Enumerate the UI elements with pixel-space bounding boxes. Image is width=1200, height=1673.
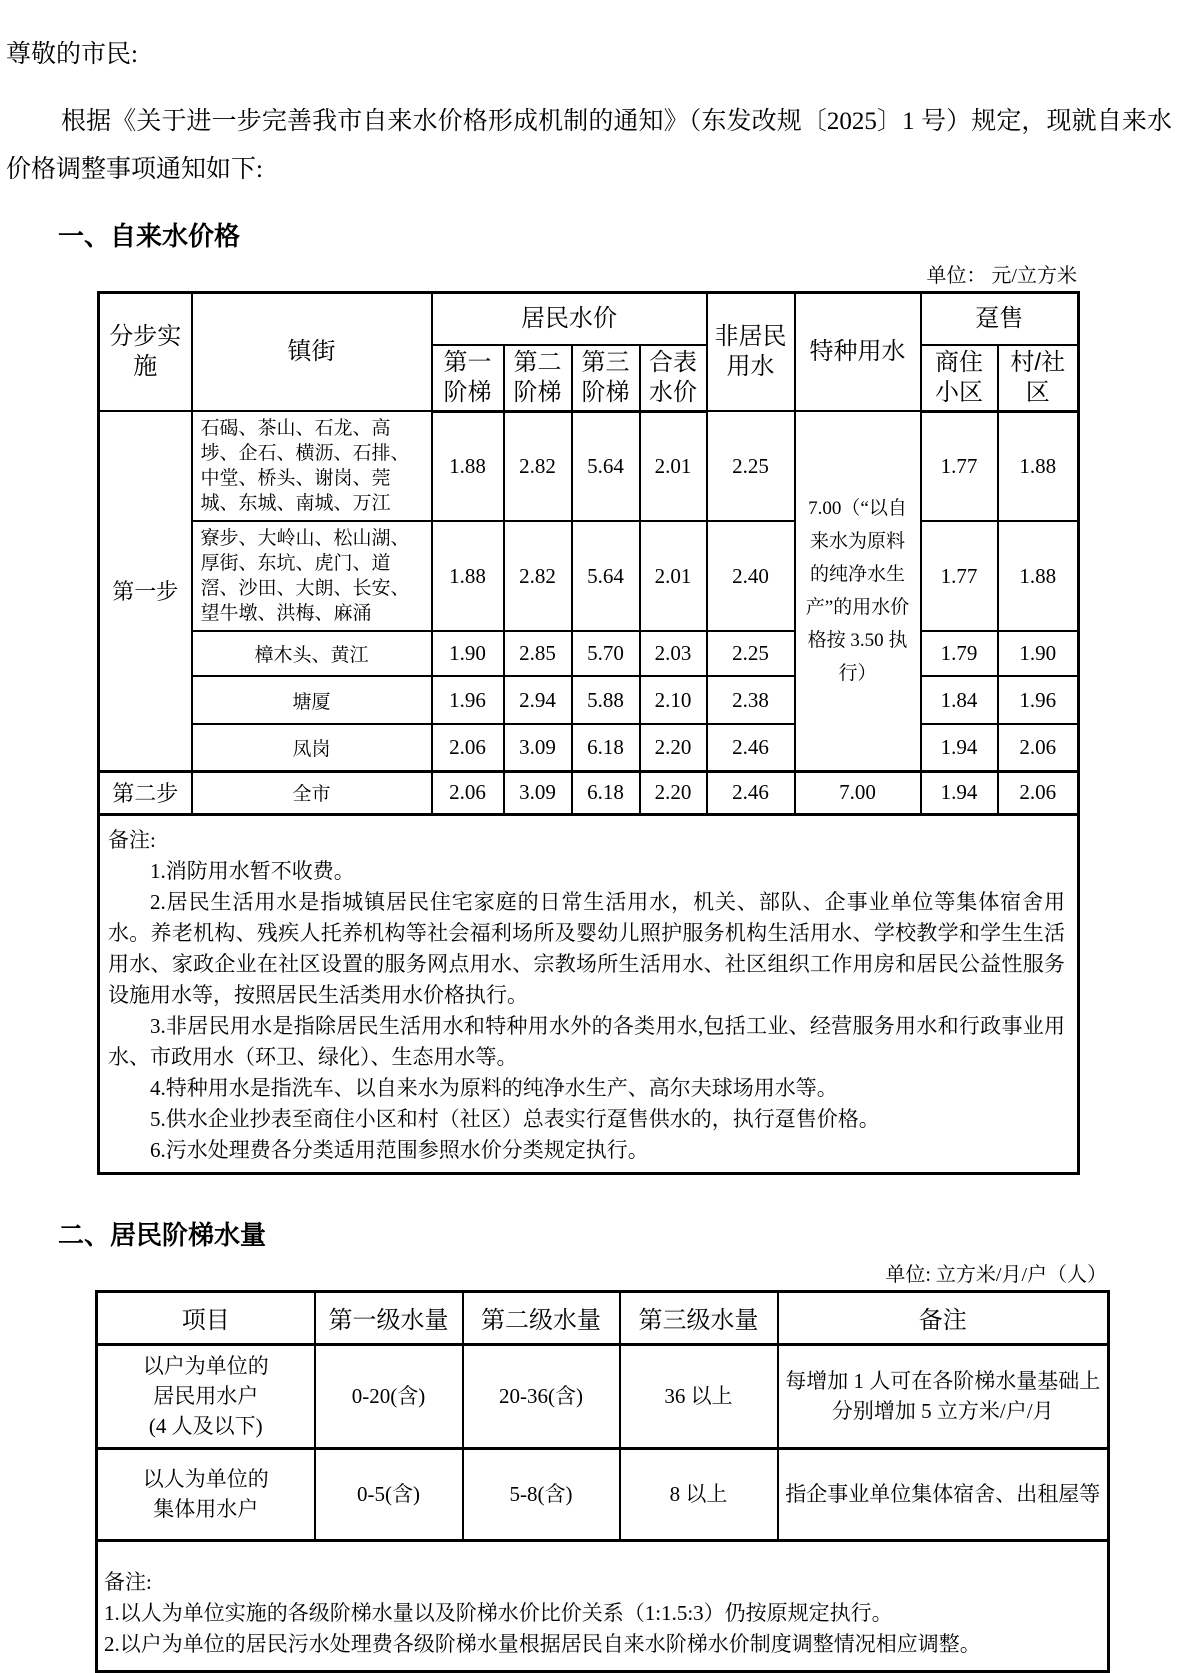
col-header-resident-group: 居民水价: [432, 293, 707, 345]
note-item: 3.非居民用水是指除居民生活用水和特种用水外的各类用水,包括工业、经营服务用水和行政事业用水、市政用水（环卫、绿化）、生态用水等。: [108, 1013, 1065, 1069]
section1-unit: 单位： 元/立方米: [926, 265, 1077, 287]
table2-notes-row: [97, 1540, 1109, 1671]
price-row: [99, 676, 1079, 724]
price-cell: 1.94: [921, 771, 998, 814]
note-item: 2.居民生活用水是指城镇居民住宅家庭的日常生活用水，机关、部队、企事业单位等集体宿舍用水。养老机构、残疾人托养机构等社会福利场所及婴幼儿照护服务机构生活用水、学校教学和学生生活用水、家政企业在社区设置的服务网点用水、宗教场所生活用水、社区组织工作用房和居民公益性服务设施用水等，按照居民生活类用水价格执行。: [108, 889, 1065, 1007]
col-header-level1: 第一级水量: [315, 1291, 463, 1344]
price-cell: 7.00: [795, 771, 921, 814]
price-row: [99, 411, 1079, 521]
price-cell: 3.09: [504, 724, 572, 771]
price-row-step2: [99, 771, 1079, 814]
remark-cell: 每增加 1 人可在各阶梯水量基础上分别增加 5 立方米/户/月: [778, 1344, 1109, 1448]
price-cell: 2.82: [504, 521, 572, 631]
price-cell: 1.88: [998, 411, 1079, 521]
towns-cell: 石碣、茶山、石龙、高埗、企石、横沥、石排、中堂、桥头、谢岗、莞城、东城、南城、万江: [192, 411, 432, 521]
price-cell: 2.01: [640, 521, 707, 631]
towns-cell: 凤岗: [192, 724, 432, 771]
price-cell: 1.77: [921, 521, 998, 631]
note-item: 1.消防用水暂不收费。: [150, 858, 355, 883]
col-header-special: 特种用水: [795, 293, 921, 412]
towns-cell: 樟木头、黄江: [192, 631, 432, 676]
col-header-meter: 合表水价: [640, 345, 707, 412]
note-item: 1.以人为单位实施的各级阶梯水量以及阶梯水价比价关系（1:1.5:3）仍按原规定执行。: [104, 1600, 893, 1625]
price-row: [99, 724, 1079, 771]
price-cell: 2.40: [707, 521, 795, 631]
note-item: 2.以户为单位的居民污水处理费各级阶梯水量根据居民自来水阶梯水价制度调整情况相应调整。: [104, 1631, 981, 1656]
section2-unit: 单位: 立方米/月/户（人）: [885, 1263, 1107, 1286]
salutation: 尊敬的市民:: [6, 41, 138, 68]
price-cell: 2.06: [998, 724, 1079, 771]
tier-row: [97, 1448, 1109, 1540]
note-item: 6.污水处理费各分类适用范围参照水价分类规定执行。: [150, 1137, 649, 1162]
price-cell: 5.70: [572, 631, 640, 676]
section1-heading: 一、自来水价格: [58, 221, 241, 251]
price-cell: 2.25: [707, 631, 795, 676]
price-cell: 2.38: [707, 676, 795, 724]
price-cell: 1.96: [998, 676, 1079, 724]
price-cell: 2.46: [707, 724, 795, 771]
volume-cell: 5-8(含): [463, 1448, 620, 1540]
volume-cell: 8 以上: [620, 1448, 778, 1540]
price-cell: 3.09: [504, 771, 572, 814]
price-cell: 2.06: [432, 724, 504, 771]
notes-title: 备注:: [108, 827, 156, 852]
volume-cell: 36 以上: [620, 1344, 778, 1448]
price-cell: 6.18: [572, 724, 640, 771]
col-header-step: 分步实施: [99, 293, 192, 412]
price-cell: 1.88: [432, 411, 504, 521]
price-cell: 2.03: [640, 631, 707, 676]
table1-notes-row: [99, 814, 1079, 1173]
col-header-biz: 商住小区: [921, 345, 998, 412]
towns-cell: 寮步、大岭山、松山湖、厚街、东坑、虎门、道滘、沙田、大朗、长安、望牛墩、洪梅、麻涌: [192, 521, 432, 631]
item-cell: 以人为单位的 集体用水户: [97, 1448, 315, 1540]
col-header-item: 项目: [97, 1291, 315, 1344]
price-cell: 5.64: [572, 411, 640, 521]
intro-paragraph: 根据《关于进一步完善我市自来水价格形成机制的通知》（东发改规〔2025〕1 号）规定，现就自来水价格调整事项通知如下:: [6, 108, 1172, 183]
price-cell: 2.25: [707, 411, 795, 521]
price-row: [99, 631, 1079, 676]
table2-notes-cell: [97, 1540, 1109, 1671]
col-header-village: 村/社区: [998, 345, 1079, 412]
tier-row: [97, 1344, 1109, 1448]
price-cell: 2.82: [504, 411, 572, 521]
price-cell: 1.94: [921, 724, 998, 771]
price-cell: 1.90: [432, 631, 504, 676]
price-cell: 2.01: [640, 411, 707, 521]
step1-label: 第一步: [99, 411, 192, 771]
note-item: 4.特种用水是指洗车、以自来水为原料的纯净水生产、高尔夫球场用水等。: [150, 1075, 838, 1100]
price-cell: 2.10: [640, 676, 707, 724]
volume-cell: 0-20(含): [315, 1344, 463, 1448]
note-item: 5.供水企业抄表至商住小区和村（社区）总表实行趸售供水的，执行趸售价格。: [150, 1106, 880, 1131]
volume-cell: 20-36(含): [463, 1344, 620, 1448]
price-cell: 2.46: [707, 771, 795, 814]
price-cell: 1.88: [998, 521, 1079, 631]
price-cell: 1.88: [432, 521, 504, 631]
price-cell: 2.85: [504, 631, 572, 676]
col-header-town: 镇街: [192, 293, 432, 412]
remark-cell: 指企事业单位集体宿舍、出租屋等: [778, 1448, 1109, 1540]
price-cell: 2.20: [640, 724, 707, 771]
volume-cell: 0-5(含): [315, 1448, 463, 1540]
notes-title: 备注:: [104, 1569, 152, 1594]
step2-label: 第二步: [99, 771, 192, 814]
col-header-tier1: 第一阶梯: [432, 345, 504, 412]
price-cell: 1.96: [432, 676, 504, 724]
price-cell: 2.06: [432, 771, 504, 814]
price-cell: 1.84: [921, 676, 998, 724]
price-cell: 1.77: [921, 411, 998, 521]
col-header-nonresident: 非居民用水: [707, 293, 795, 412]
col-header-level2: 第二级水量: [463, 1291, 620, 1344]
table1-notes-cell: [99, 814, 1079, 1173]
price-cell: 5.64: [572, 521, 640, 631]
col-header-wholesale-group: 趸售: [921, 293, 1079, 345]
special-water-note-cell: 7.00（“以自来水为原料的纯净水生产”的用水价格按 3.50 执行）: [795, 411, 921, 771]
price-cell: 2.20: [640, 771, 707, 814]
water-price-notice: [0, 38, 1200, 1673]
col-header-level3: 第三级水量: [620, 1291, 778, 1344]
price-cell: 6.18: [572, 771, 640, 814]
towns-cell: 塘厦: [192, 676, 432, 724]
section2-heading: 二、居民阶梯水量: [58, 1219, 267, 1250]
tier-volume-table: [95, 1290, 1110, 1673]
col-header-remark: 备注: [778, 1291, 1109, 1344]
item-cell: 以户为单位的 居民用水户 (4 人及以下): [97, 1344, 315, 1448]
price-cell: 1.79: [921, 631, 998, 676]
price-cell: 5.88: [572, 676, 640, 724]
water-price-table: [97, 291, 1080, 1175]
price-cell: 2.06: [998, 771, 1079, 814]
price-cell: 1.90: [998, 631, 1079, 676]
price-row: [99, 521, 1079, 631]
col-header-tier3: 第三阶梯: [572, 345, 640, 412]
col-header-tier2: 第二阶梯: [504, 345, 572, 412]
price-cell: 2.94: [504, 676, 572, 724]
region-cell: 全市: [192, 771, 432, 814]
